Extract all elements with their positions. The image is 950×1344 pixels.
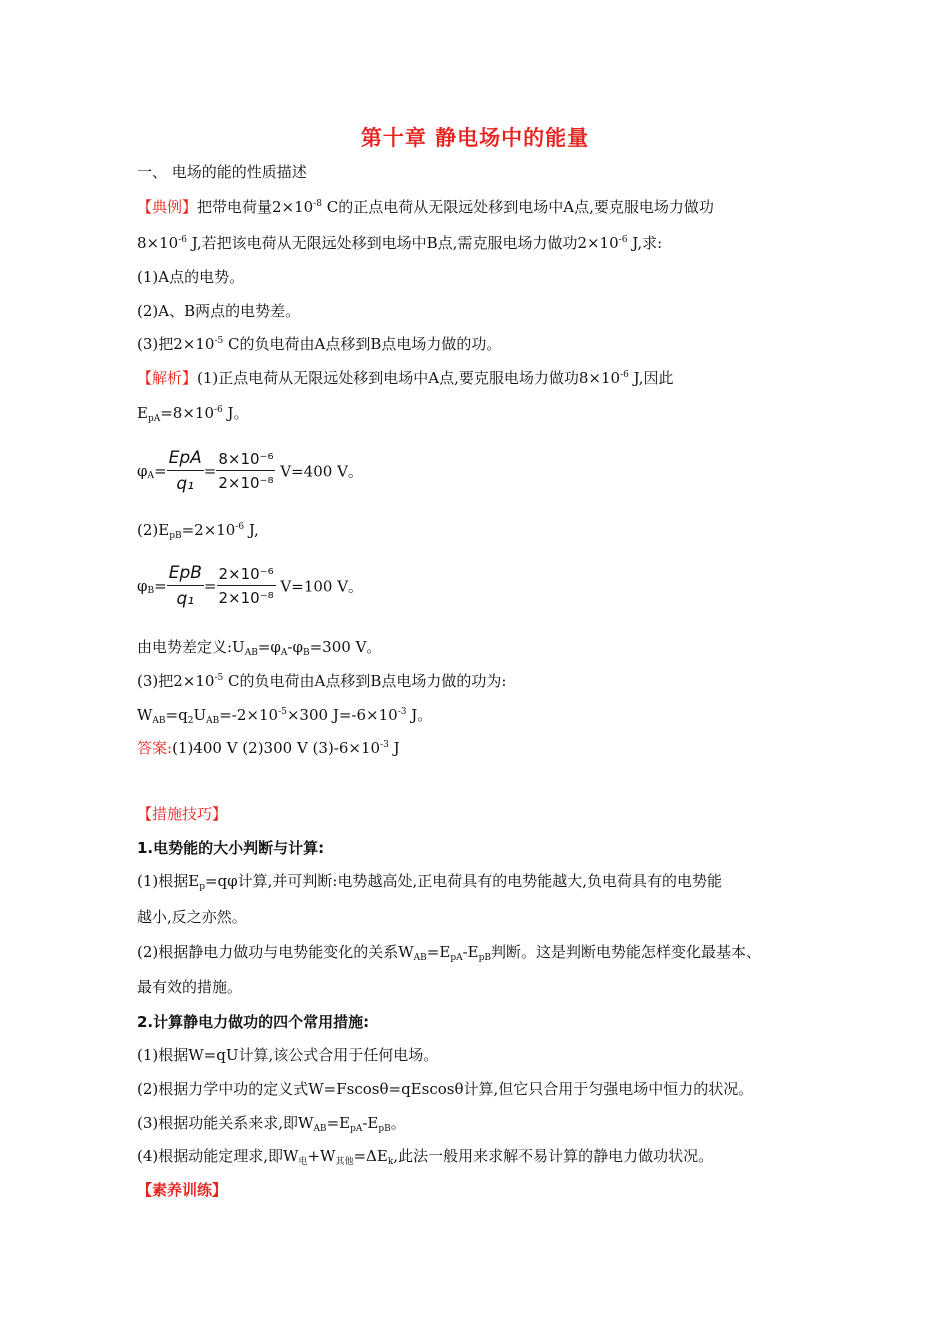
analysis-line-3: $(2)E_{pB}=2\times 10^{-6}$ J, — [137, 521, 259, 541]
analysis-line-1: 【解析】(1)正点电荷从无限远处移到电场中A点,要克服电场力做功$8\times 10^{-6}$ J,因此 — [137, 369, 674, 387]
question-1: (1)A点的电势。 — [137, 268, 245, 286]
phi-b-equation: $\varphi_B=$ $\frac{\text{EpB}}{\text{q₁}}$ = $\frac{\text{2×10⁻⁶}}{\text{2×10⁻⁸}}$ V=100 V。 — [137, 563, 364, 609]
answer-tag: 答案: — [137, 739, 173, 757]
question-2: (2)A、B两点的电势差。 — [137, 302, 301, 320]
analysis-line-4: 由电势差定义$:U_{AB}=\varphi_A-\varphi_B=300$ V。 — [137, 638, 382, 658]
example-tag: 【典例】 — [137, 198, 198, 216]
analysis-line-2: $E_{pA}=8\times 10^{-6}$ J。 — [137, 404, 249, 424]
analysis-line-5: (3)把$2\times 10^{-5}$ C的负电荷由A点移到B点电场力做的功为: — [137, 672, 507, 690]
example-line-2: $8\times 10^{-6}$ J,若把该电荷从无限远处移到电场中B点,需克服电场力做功$2\times 10^{-6}$ J,求: — [137, 234, 663, 252]
fraction-epa-q1: $\frac{\text{EpA}}{\text{q₁}}$ — [168, 448, 202, 494]
tips-heading-1: 1.电势能的大小判断与计算: — [137, 839, 325, 857]
method-2: (2)根据力学中功的定义式W=Fscosθ=qEscosθ计算,但它只合用于匀强电场中恒力的状况。 — [137, 1080, 754, 1098]
fraction-epb-q1: $\frac{\text{EpB}}{\text{q₁}}$ — [168, 563, 202, 609]
method-3: (3)根据功能关系来求,即$W_{AB}=E_{pA}-E_{pB}$。 — [137, 1114, 406, 1134]
question-3: (3)把$2\times 10^{-5}$ C的负电荷由A点移到B点电场力做的功。 — [137, 335, 502, 353]
phi-a-equation: $\varphi_A=$ $\frac{\text{EpA}}{\text{q₁}}$ = $\frac{\text{8×10⁻⁶}}{\text{2×10⁻⁸}}$ V=400 V。 — [137, 448, 363, 494]
tips-paragraph-2: (2)根据静电力做功与电势能变化的关系$W_{AB}=E_{pA}-E_{pB}$判断。这是判断电势能怎样变化最基本、 — [137, 943, 762, 963]
method-4: (4)根据动能定理求,即$W_电+W_{其他}=\Delta E_k$,此法一般用来求解不易计算的静电力做功状况。 — [137, 1147, 714, 1167]
analysis-line-6: $W_{AB}=q_2U_{AB}=-2\times 10^{-5}\times 300$ $J=-6\times 10^{-3}$ J。 — [137, 706, 433, 726]
training-tag: 【素养训练】 — [137, 1181, 228, 1199]
tips-heading-2: 2.计算静电力做功的四个常用措施: — [137, 1013, 370, 1031]
example-line-1: 【典例】把带电荷量$2\times 10^{-8}$ C的正点电荷从无限远处移到电场中A点,要克服电场力做功 — [137, 198, 714, 216]
chapter-title: 第十章 静电场中的能量 — [360, 126, 590, 150]
analysis-tag: 【解析】 — [137, 369, 198, 387]
method-1: (1)根据W=qU计算,该公式合用于任何电场。 — [137, 1046, 439, 1064]
tips-paragraph-1-cont: 越小,反之亦然。 — [137, 908, 247, 926]
tips-paragraph-2-cont: 最有效的措施。 — [137, 978, 243, 996]
fraction-values-b: $\frac{\text{2×10⁻⁶}}{\text{2×10⁻⁸}}$ — [218, 565, 274, 607]
fraction-values-a: $\frac{\text{8×10⁻⁶}}{\text{2×10⁻⁸}}$ — [218, 450, 274, 492]
tips-tag: 【措施技巧】 — [137, 805, 228, 823]
answer-line: 答案:(1)400 V (2)300 V $(3)-6\times 10^{-3}$ J — [137, 739, 400, 757]
tips-paragraph-1: (1)根据$E_p=q\varphi$计算,并可判断:电势越高处,正电荷具有的电势能越大,负电荷具有的电势能 — [137, 872, 723, 892]
section-heading: 一、 电场的能的性质描述 — [137, 163, 307, 181]
